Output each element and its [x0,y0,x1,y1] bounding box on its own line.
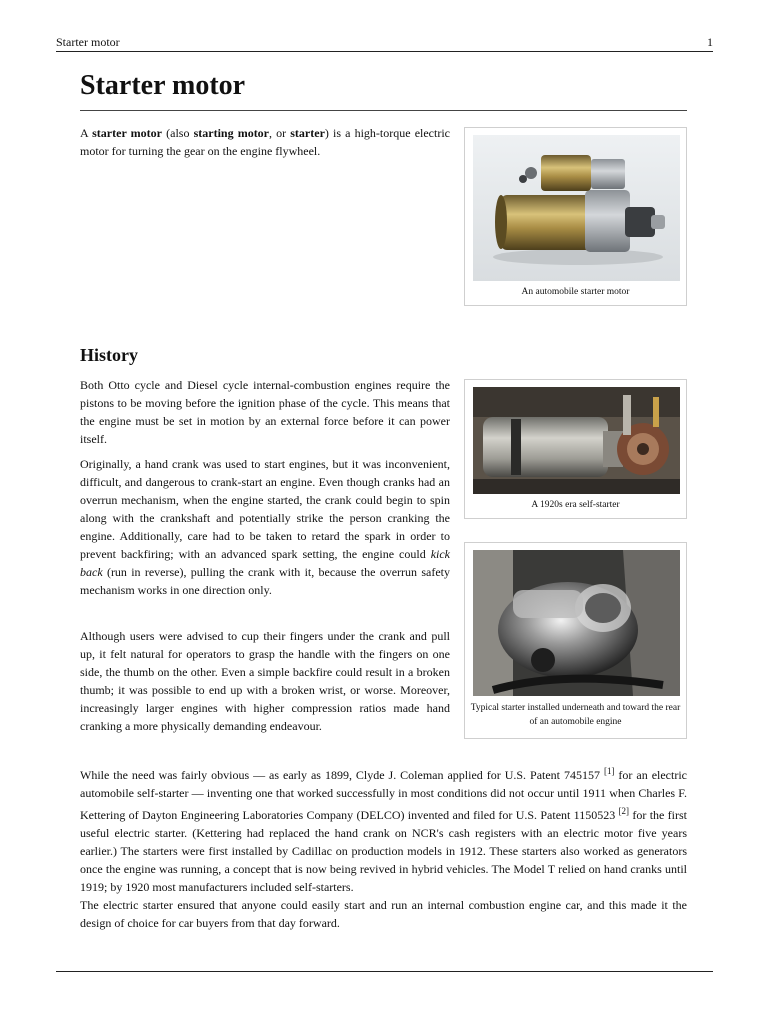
history-paragraph-4 [80,762,687,896]
intro-text-1: A [80,126,93,140]
starter-motor-photo [473,135,680,281]
intro-text-3: , or [269,126,291,140]
self-starter-photo [473,387,680,494]
footer-divider [56,971,713,972]
intro-text-4: ) is a high-torque electric motor for turning the gear on the engine flywheel. [80,126,450,158]
title-divider [80,110,687,111]
term-starting-motor: starting motor [193,126,270,140]
article-title: Starter motor [80,70,246,101]
figure-caption: Typical starter installed underneath and toward the rear of an automobile engine [470,703,681,727]
running-header-title: Starter motor [56,35,120,49]
figure-installed-starter [464,542,687,739]
intro-text-2: (also [162,126,194,140]
figure-caption: An automobile starter motor [521,287,630,297]
history-p4-text-a: While the need was fairly obvious — as early as 1899, Clyde J. Coleman applied for U.S. Patent 745157 [80,768,604,782]
history-p2-italic: kick back [80,547,450,579]
intro-paragraph [80,124,450,160]
history-paragraph-5: The electric starter ensured that anyone could easily start and run an internal combustion engine car, and this made it the design of choice for car buyers from that day forward. [80,898,687,930]
history-p2-text: Originally, a hand crank was used to start engines, but it was inconvenient, difficult, and dangerous to crank-start an engine. Even though cranks had an overrun mechanism, when the engine started, the crank could begin to spin along with the crankshaft and potentially strike the person cranking the engine. Additionally, care had to be taken to retard the spark in order to prevent backfiring; with an advanced spark setting, the engine could [80,457,450,561]
reference-link-2[interactable]: [2] [618,806,630,816]
history-p4-text-c: for the first useful electric starter. (Kettering had replaced the hand crank on NCR's cash registers with an electric motor five years earlier.) The starters were first installed by Cadillac on production models in 1912. These starters also worked as generators once the engine was running, a concept that is now being revived in hybrid vehicles. The Model T relied on hand cranks until 1919; by 1920 most manufacturers included self-starters. [80,808,688,894]
figure-starter-motor [464,127,687,306]
term-starter-motor: starter motor [92,126,162,140]
reference-link-1[interactable]: [1] [603,766,615,776]
page-number: 1 [707,35,713,49]
running-header [56,35,713,52]
figure-caption: A 1920s era self-starter [531,500,620,510]
history-paragraph-3: Although users were advised to cup their fingers under the crank and pull up, it felt natural for operators to grasp the handle with the fingers on one side, the thumb on the other. Even a simple backfire could result in a broken thumb; it was possible to end up with a broken wrist, or worse. Moreover, increasingly larger engines with higher compression ratios made hand cranking a more physically demanding endeavour. [80,629,450,733]
history-p4-text-b: for an electric automobile self-starter — inventing one that worked successfully in most conditions did not occur until 1911 when Charles F. Kettering of Dayton Engineering Laboratories Company (DELCO) invented and filed for U.S. Patent 1150523 [80,768,687,822]
history-p2-text-end: (run in reverse), pulling the crank with it, because the overrun safety mechanism works in one direction only. [80,565,450,597]
section-heading-history: History [80,345,138,365]
history-paragraph-1: Both Otto cycle and Diesel cycle internal-combustion engines require the pistons to be moving before the ignition phase of the cycle. This means that the engine must be set in motion by an external force before it can power itself. [80,378,450,446]
term-starter: starter [290,126,325,140]
figure-1920s-self-starter [464,379,687,519]
installed-starter-photo [473,550,680,696]
history-paragraph-2 [80,455,450,599]
